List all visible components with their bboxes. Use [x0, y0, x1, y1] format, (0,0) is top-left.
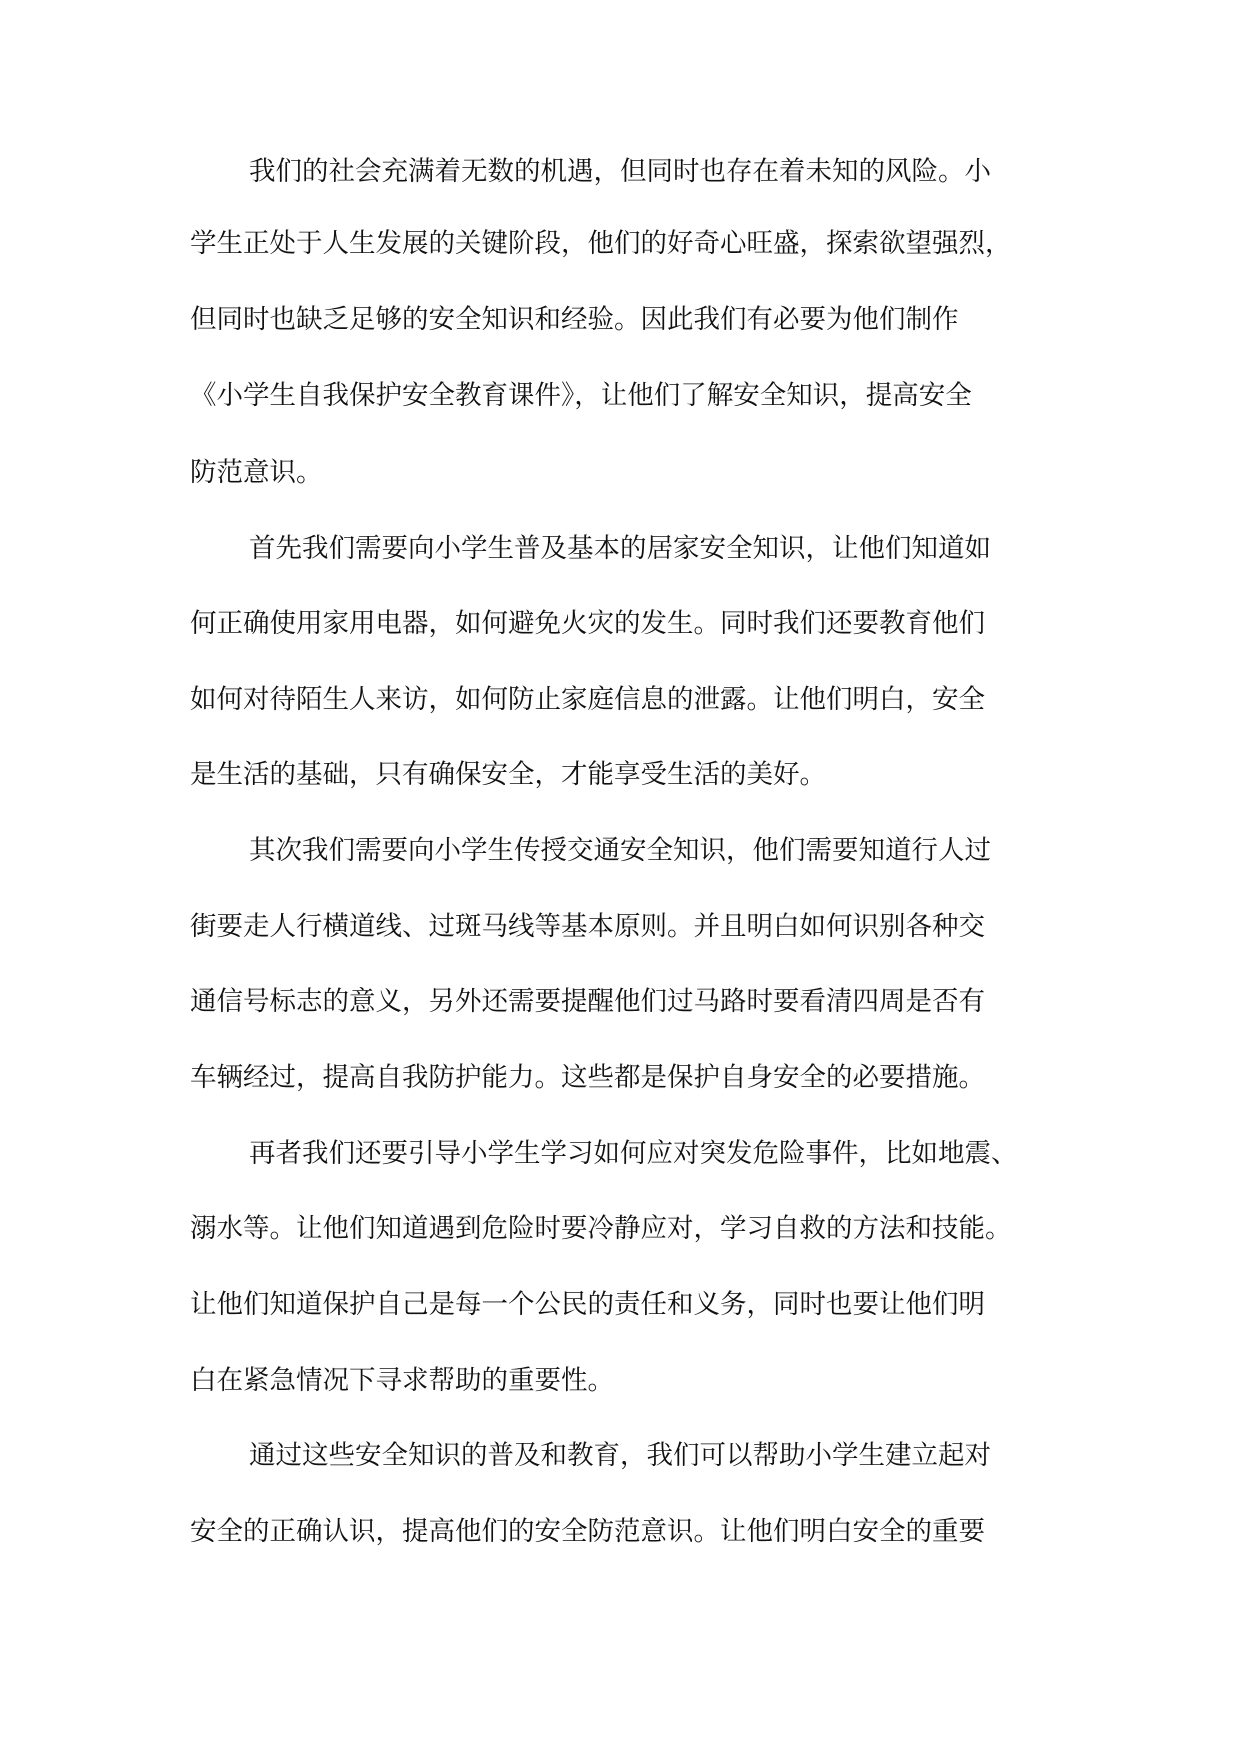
paragraph-2-line-3: 如何对待陌生人来访，如何防止家庭信息的泄露。让他们明白，安全 — [190, 684, 985, 715]
paragraph-1-line-5: 防范意识。 — [190, 457, 323, 488]
paragraph-4-line-1: 再者我们还要引导小学生学习如何应对突发危险事件，比如地震、 — [249, 1138, 1018, 1169]
paragraph-5-line-1: 通过这些安全知识的普及和教育，我们可以帮助小学生建立起对 — [249, 1440, 991, 1471]
paragraph-1-line-2: 学生正处于人生发展的关键阶段，他们的好奇心旺盛，探索欲望强烈， — [190, 228, 1012, 259]
paragraph-2-line-4: 是生活的基础，只有确保安全，才能享受生活的美好。 — [190, 759, 826, 790]
paragraph-5-line-2: 安全的正确认识，提高他们的安全防范意识。让他们明白安全的重要 — [190, 1516, 985, 1547]
paragraph-4-line-4: 白在紧急情况下寻求帮助的重要性。 — [190, 1365, 614, 1396]
paragraph-4-line-2: 溺水等。让他们知道遇到危险时要冷静应对，学习自救的方法和技能。 — [190, 1213, 1012, 1244]
paragraph-3-line-3: 通信号标志的意义，另外还需要提醒他们过马路时要看清四周是否有 — [190, 986, 985, 1017]
paragraph-2-line-2: 何正确使用家用电器，如何避免火灾的发生。同时我们还要教育他们 — [190, 608, 985, 639]
paragraph-1-line-3: 但同时也缺乏足够的安全知识和经验。因此我们有必要为他们制作 — [190, 304, 959, 335]
paragraph-4-line-3: 让他们知道保护自己是每一个公民的责任和义务，同时也要让他们明 — [190, 1289, 985, 1320]
paragraph-1-line-1: 我们的社会充满着无数的机遇，但同时也存在着未知的风险。小 — [249, 156, 991, 187]
paragraph-1-line-4: 《小学生自我保护安全教育课件》，让他们了解安全知识，提高安全 — [190, 380, 972, 411]
paragraph-3-line-4: 车辆经过，提高自我防护能力。这些都是保护自身安全的必要措施。 — [190, 1062, 985, 1093]
paragraph-2-line-1: 首先我们需要向小学生普及基本的居家安全知识，让他们知道如 — [249, 533, 991, 564]
paragraph-3-line-2: 街要走人行横道线、过斑马线等基本原则。并且明白如何识别各种交 — [190, 911, 985, 942]
paragraph-3-line-1: 其次我们需要向小学生传授交通安全知识，他们需要知道行人过 — [249, 835, 991, 866]
